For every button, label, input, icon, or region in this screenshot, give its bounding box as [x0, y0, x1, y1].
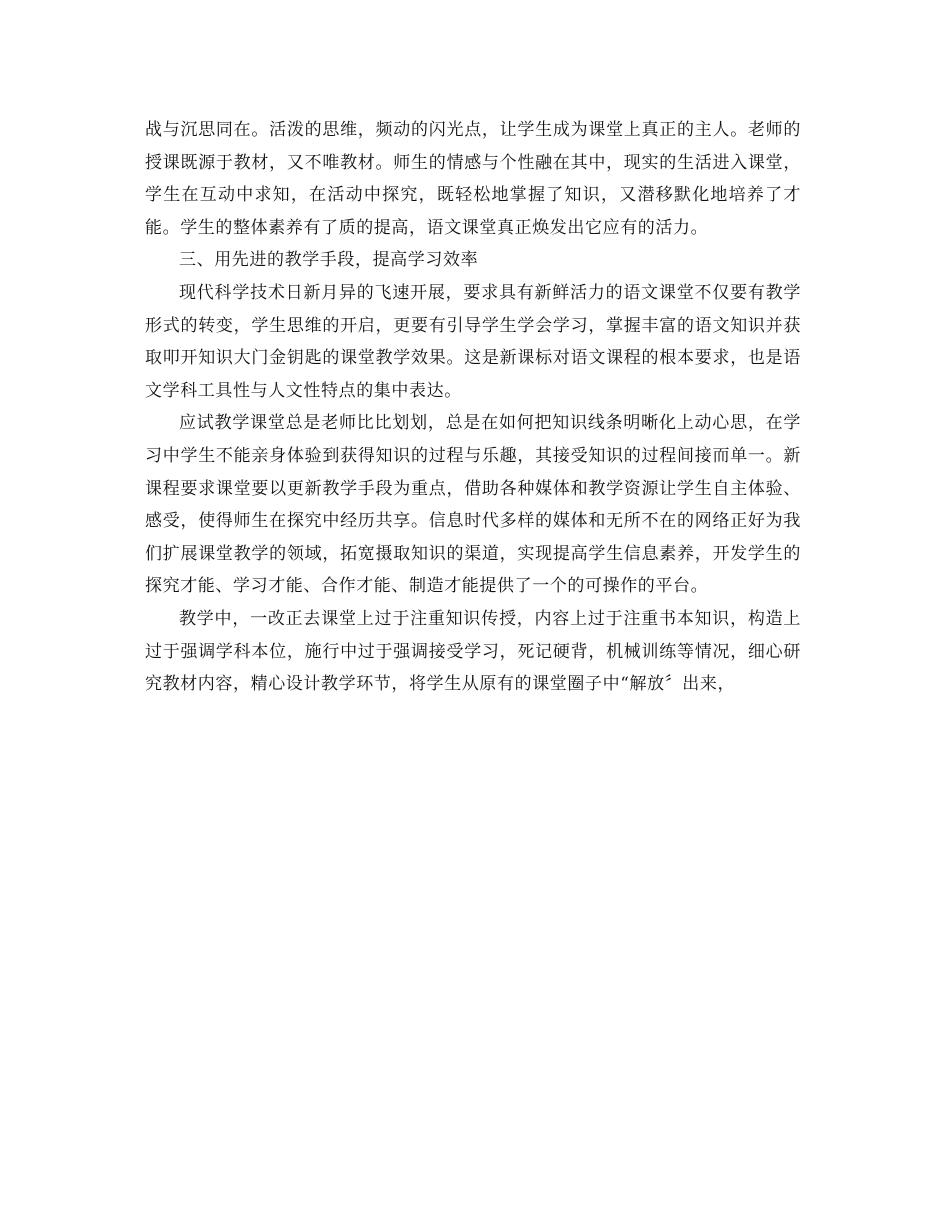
- paragraph-1: 战与沉思同在。活泼的思维，频动的闪光点，让学生成为课堂上真正的主人。老师的授课既源于教材，又不唯教材。师生的情感与个性融在其中，现实的生活进入课堂，学生在互动中求知，在活动中探究，既轻松地掌握了知识，又潜移默化地培养了才能。学生的整体素养有了质的提高，语文课堂真正焕发出它应有的活力。: [145, 120, 801, 238]
- paragraph-4: 教学中，一改正去课堂上过于注重知识传授，内容上过于注重书本知识，构造上过于强调学科本位，施行中过于强调接受学习，死记硬背，机械训练等情况，细心研究教材内容，精心设计教学环节，将学生从原有的课堂圈子中“解放〞出来，: [145, 608, 801, 695]
- paragraph-2: 现代科学技术日新月异的飞速开展，要求具有新鲜活力的语文课堂不仅要有教学形式的转变，学生思维的开启，更要有引导学生学会学习，掌握丰富的语文知识并获取叩开知识大门金钥匙的课堂教学效果。这是新课标对语文课程的根本要求，也是语文学科工具性与人文性特点的集中表达。: [145, 282, 801, 401]
- paragraph-3: 应试教学课堂总是老师比比划划，总是在如何把知识线条明晰化上动心思，在学习中学生不能亲身体验到获得知识的过程与乐趣，其接受知识的过程间接而单一。新课程要求课堂要以更新教学手段为重点，借助各种媒体和教学资源让学生自主体验、感受，使得师生在探究中经历共享。信息时代多样的媒体和无所不在的网络正好为我们扩展课堂教学的领域，拓宽摄取知识的渠道，实现提高学生信息素养，开发学生的探究才能、学习才能、合作才能、制造才能提供了一个的可操作的平台。: [145, 413, 801, 597]
- section-heading: 三、用先进的教学手段，提高学习效率: [179, 250, 479, 271]
- document-page: [145, 114, 801, 701]
